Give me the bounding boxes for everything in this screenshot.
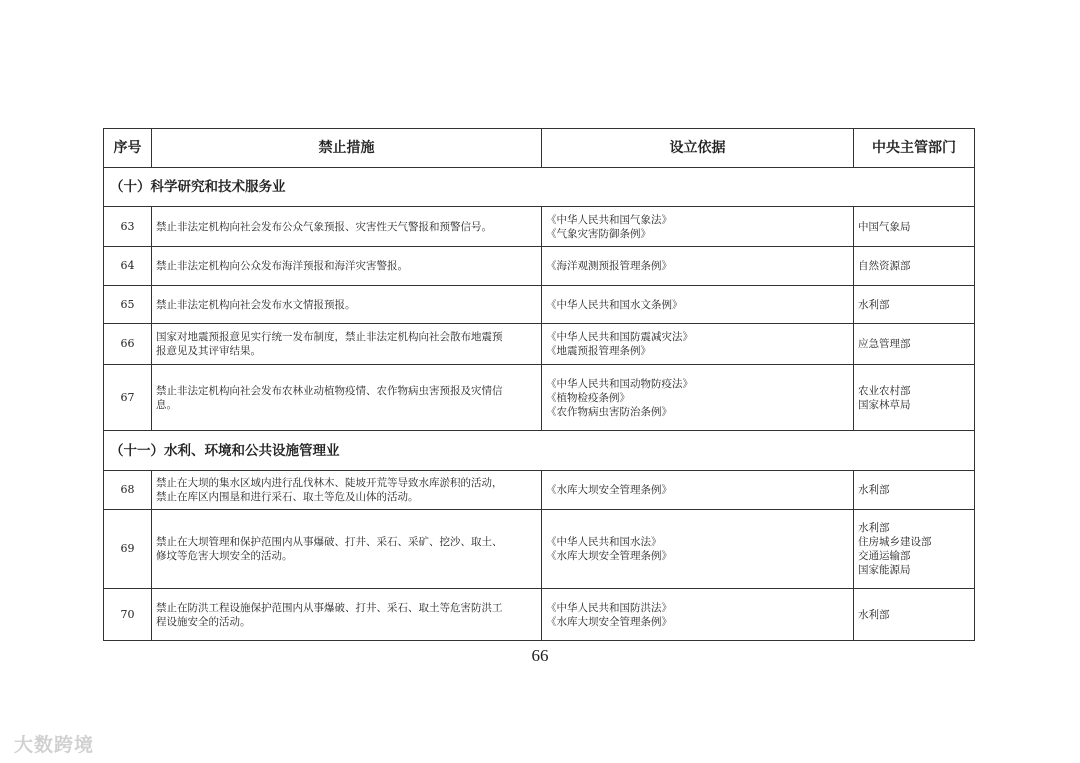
- basis-cell-line: 《中华人民共和国防洪法》: [546, 601, 672, 614]
- measure-cell-line: 国家对地震预报意见实行统一发布制度，禁止非法定机构向社会散布地震预: [156, 331, 503, 343]
- measure-cell-line: 报意见及其评审结果。: [156, 345, 261, 357]
- dept-cell-line: 水利部: [858, 298, 890, 311]
- row-number: 67: [104, 365, 152, 431]
- measure-cell-line: 息。: [156, 398, 177, 411]
- dept-cell: [854, 365, 975, 431]
- measure-cell: [152, 589, 542, 641]
- header-basis: 设立依据: [542, 129, 854, 168]
- dept-cell-line: 水利部: [858, 484, 890, 496]
- section-title: （十）科学研究和技术服务业: [104, 168, 975, 207]
- measure-cell-line: 禁止非法定机构向公众发布海洋预报和海洋灾害警报。: [156, 260, 408, 272]
- measure-cell-line: 禁止在大坝的集水区域内进行乱伐林木、陡坡开荒等导致水库淤积的活动，: [156, 477, 503, 489]
- basis-cell-line: 《地震预报管理条例》: [546, 345, 651, 357]
- basis-cell-line: 《植物检疫条例》: [546, 391, 630, 404]
- row-number: 68: [104, 471, 152, 510]
- dept-cell-line: 水利部: [858, 522, 890, 534]
- watermark-logo: 大数跨境: [14, 734, 95, 756]
- page-number: 66: [531, 646, 549, 665]
- section-title: （十一）水利、环境和公共设施管理业: [104, 431, 975, 471]
- table-row: [104, 207, 975, 247]
- header-no: 序号: [104, 129, 152, 168]
- measure-cell: [152, 286, 542, 324]
- measure-cell-line: 禁止非法定机构向社会发布公众气象预报、灾害性天气警报和预警信号。: [156, 220, 492, 233]
- table-row: [104, 589, 975, 641]
- header-measure: 禁止措施: [152, 129, 542, 168]
- basis-cell-line: 《水库大坝安全管理条例》: [546, 615, 672, 628]
- dept-cell: [854, 324, 975, 365]
- header-dept: 中央主管部门: [854, 129, 975, 168]
- dept-cell: [854, 286, 975, 324]
- basis-cell: [542, 324, 854, 365]
- basis-cell-line: 《水库大坝安全管理条例》: [546, 550, 672, 562]
- basis-cell-line: 《中华人民共和国水文条例》: [546, 298, 683, 311]
- basis-cell-line: 《海洋观测预报管理条例》: [546, 260, 672, 272]
- measure-cell: [152, 247, 542, 286]
- table-row: [104, 247, 975, 286]
- table-row: [104, 324, 975, 365]
- dept-cell-line: 中国气象局: [858, 220, 911, 233]
- measure-cell-line: 修坟等危害大坝安全的活动。: [156, 550, 293, 562]
- measure-cell-line: 禁止在防洪工程设施保护范围内从事爆破、打井、采石、取土等危害防洪工: [156, 601, 503, 614]
- row-number: 63: [104, 207, 152, 247]
- row-number: 70: [104, 589, 152, 641]
- section-row: [104, 431, 975, 471]
- measure-cell-line: 禁止在库区内围垦和进行采石、取土等危及山体的活动。: [156, 491, 419, 503]
- measure-cell-line: 禁止在大坝管理和保护范围内从事爆破、打井、采石、采矿、挖沙、取土、: [156, 536, 503, 548]
- dept-cell: [854, 247, 975, 286]
- measure-cell: [152, 324, 542, 365]
- measure-cell: [152, 510, 542, 589]
- section-row: [104, 168, 975, 207]
- dept-cell-line: 国家林草局: [858, 398, 911, 411]
- row-number: 65: [104, 286, 152, 324]
- measure-cell-line: 禁止非法定机构向社会发布农林业动植物疫情、农作物病虫害预报及灾情信: [156, 384, 503, 397]
- basis-cell: [542, 365, 854, 431]
- basis-cell-line: 《中华人民共和国气象法》: [546, 213, 672, 226]
- dept-cell-line: 国家能源局: [858, 564, 911, 576]
- basis-cell: [542, 471, 854, 510]
- dept-cell: [854, 589, 975, 641]
- table-row: [104, 471, 975, 510]
- table-header-row: [104, 129, 975, 168]
- restriction-table: [103, 128, 975, 641]
- dept-cell-line: 农业农村部: [858, 384, 911, 397]
- dept-cell-line: 自然资源部: [858, 260, 911, 272]
- basis-cell: [542, 247, 854, 286]
- dept-cell-line: 水利部: [858, 608, 890, 621]
- basis-cell-line: 《中华人民共和国动物防疫法》: [546, 377, 693, 390]
- row-number: 64: [104, 247, 152, 286]
- dept-cell: [854, 471, 975, 510]
- basis-cell-line: 《中华人民共和国水法》: [546, 536, 662, 548]
- table-row: [104, 286, 975, 324]
- measure-cell: [152, 471, 542, 510]
- basis-cell-line: 《中华人民共和国防震减灾法》: [546, 331, 693, 343]
- dept-cell-line: 住房城乡建设部: [858, 536, 932, 548]
- basis-cell: [542, 510, 854, 589]
- dept-cell: [854, 207, 975, 247]
- measure-cell: [152, 365, 542, 431]
- basis-cell-line: 《气象灾害防御条例》: [546, 227, 651, 240]
- table-row: [104, 510, 975, 589]
- measure-cell-line: 禁止非法定机构向社会发布水文情报预报。: [156, 298, 356, 311]
- row-number: 66: [104, 324, 152, 365]
- dept-cell-line: 应急管理部: [858, 338, 911, 350]
- basis-cell: [542, 207, 854, 247]
- basis-cell: [542, 589, 854, 641]
- table-row: [104, 365, 975, 431]
- measure-cell-line: 程设施安全的活动。: [156, 615, 251, 628]
- basis-cell: [542, 286, 854, 324]
- measure-cell: [152, 207, 542, 247]
- basis-cell-line: 《农作物病虫害防治条例》: [546, 405, 672, 418]
- dept-cell: [854, 510, 975, 589]
- basis-cell-line: 《水库大坝安全管理条例》: [546, 484, 672, 496]
- dept-cell-line: 交通运输部: [858, 550, 911, 562]
- row-number: 69: [104, 510, 152, 589]
